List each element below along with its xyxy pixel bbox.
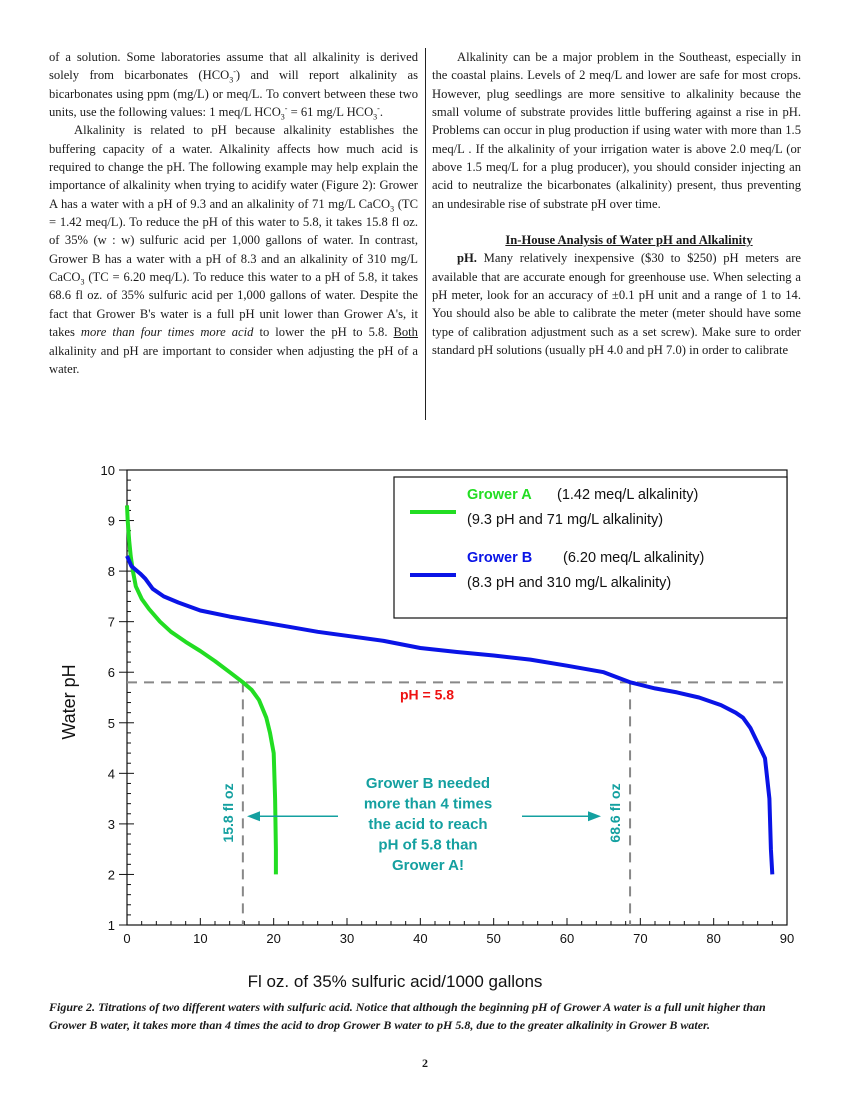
- legend-detail-2: (9.3 pH and 71 mg/L alkalinity): [467, 512, 664, 528]
- x-tick-label: 60: [559, 931, 575, 946]
- left-arrow-head: [247, 811, 260, 821]
- y-tick-label: 1: [107, 918, 115, 933]
- column-divider: [425, 48, 426, 420]
- figure-caption: Figure 2. Titrations of two different waters with sulfuric acid. Notice that although the beginning pH of Grower A water is a full unit higher than Grower B water, it takes more than 4 times the acid to drop Grower B water to pH 5.8, due to the greater alkalinity in Grower B water.: [49, 1000, 766, 1032]
- x-tick-label: 30: [339, 931, 355, 946]
- legend-detail-1: (1.42 meq/L alkalinity): [557, 487, 699, 503]
- page-number: 2: [422, 1056, 428, 1070]
- titration-chart: [0, 455, 850, 995]
- y-tick-label: 9: [107, 513, 115, 529]
- x-axis-label: Fl oz. of 35% sulfuric acid/1000 gallons: [247, 972, 543, 991]
- vertical-marker-label: 68.6 fl oz: [607, 783, 624, 843]
- y-tick-label: 8: [107, 564, 115, 580]
- x-tick-label: 20: [266, 931, 281, 946]
- legend-series-name: Grower A: [467, 487, 532, 503]
- y-axis-label: Water pH: [59, 664, 79, 740]
- right-paragraph-1: Alkalinity can be a major problem in the Southeast, especially in the coastal plains. Levels of 2 meq/L and lower are safe for most crops. However, plug seedlings are more sensitive to alkalinity because the small volume of substrate provides little buffering against a rise in pH. Problems can occur in plug production if using water with more than 1.5 meq/L . If the alkalinity of your irrigation water is above 2.0 meq/L (or above 1.5 meq/L for a plug producer), you should consider injecting an acid to neutralize the bicarbonates (alkalinity) present, thus preventing an undesirable rise of substrate pH over time.: [432, 50, 801, 211]
- annotation-line: more than 4 times: [363, 795, 493, 813]
- left-paragraph-1: of a solution. Some laboratories assume that all alkalinity is derived solely from bicarbonates $(HCO_3^-)$ and will report alkalinity as bicarbonates using ppm (mg/L) or meq/L. To convert between these two units, use the following values: 1 meq/L $HCO_3^- = 61$ mg/L $HCO_3^-$.: [49, 50, 418, 122]
- y-tick-label: 5: [107, 715, 115, 731]
- x-tick-label: 10: [193, 931, 208, 946]
- section-heading: In-House Analysis of Water pH and Alkalinity: [505, 233, 753, 248]
- legend-series-name: Grower B: [467, 550, 533, 566]
- legend-detail-2: (8.3 pH and 310 mg/L alkalinity): [467, 575, 672, 591]
- x-tick-label: 0: [123, 931, 131, 946]
- y-tick-label: 6: [107, 665, 115, 681]
- right-arrow-head: [588, 811, 601, 821]
- chart-legend: [394, 477, 787, 618]
- annotation-line: Grower B needed: [365, 775, 491, 792]
- left-paragraph-2: Alkalinity is related to pH because alkalinity establishes the buffering capacity of a water. Alkalinity affects how much acid is required to change the pH. The following example may help explain the importance of alkalinity when trying to acidify water (Figure 2): Grower A has a water with a pH of 9.3 and an alkalinity of 71 mg/L CaCO$_3$ (TC = 1.42 meq/L). To reduce the pH of this water to 5.8, it takes 15.8 fl oz. of 35% (w : w) sulfuric acid per 1,000 gallons of water. In contrast, Grower B has a water with a pH of 8.3 and an alkalinity of 310 mg/L CaCO$_3$ (TC = 6.20 meq/L). To reduce this water to a pH of 5.8, it takes 68.6 fl oz. of 35% sulfuric acid per 1,000 gallons of water. Despite the fact that Grower B's water is a full pH unit lower than Grower A's, it takes more than four times more acid to lower the pH to 5.8. Both alkalinity and pH are important to consider when adjusting the pH of a water.: [49, 123, 418, 376]
- right-paragraph-2: pH. Many relatively inexpensive ($30 to $250) pH meters are available that are accurate enough for greenhouse use. When selecting a pH meter, look for an accuracy of ±0.1 pH unit and a range of 1 to 14. You should also be able to calibrate the meter (meter should have some type of calibration adjustment such as a set screw). Make sure to order standard pH solutions (usually pH 4.0 and pH 7.0) in order to calibrate: [432, 251, 801, 358]
- legend-detail-1: (6.20 meq/L alkalinity): [563, 550, 705, 566]
- chart-annotations: [247, 775, 601, 874]
- y-tick-label: 7: [107, 614, 115, 630]
- x-tick-label: 50: [486, 931, 501, 946]
- annotation-line: pH of 5.8 than: [378, 836, 478, 854]
- annotation-line: the acid to reach: [368, 816, 488, 833]
- right-column: [432, 48, 801, 360]
- y-tick-label: 10: [100, 463, 115, 478]
- annotation-line: Grower A!: [392, 857, 464, 874]
- y-tick-label: 3: [107, 816, 115, 832]
- x-tick-label: 90: [779, 931, 795, 946]
- y-tick-label: 2: [107, 867, 115, 883]
- series-line-grower-a: [127, 505, 276, 874]
- left-column: [49, 48, 418, 378]
- x-tick-label: 70: [633, 931, 648, 946]
- y-tick-label: 4: [107, 766, 115, 782]
- vertical-marker-label: 15.8 fl oz: [219, 783, 236, 843]
- x-tick-label: 80: [706, 931, 721, 946]
- reference-line-label: pH = 5.8: [399, 686, 455, 703]
- x-tick-label: 40: [413, 931, 428, 946]
